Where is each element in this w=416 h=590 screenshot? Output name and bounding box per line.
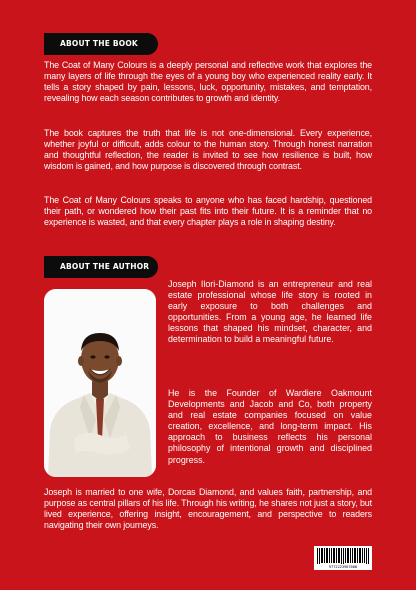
- barcode: [314, 546, 372, 570]
- author-paragraph-2: He is the Founder of Wardiere Oakmount Developments and Jacob and Co, both property and real estate companies focused on value creation, excellence, and long-term impact. His approach to business reflects his personal philosophy of intentional growth and disciplined progress.: [168, 388, 372, 465]
- book-paragraph-1: The Coat of Many Colours is a deeply personal and reflective work that explores the many layers of life through the eyes of a young boy who experienced reality early. It tells a story shaped by pain, lessons, luck, opportunity, mistakes, and temptation, revealing how each season contributes to growth and identity.: [44, 60, 372, 104]
- book-paragraph-3: The Coat of Many Colours speaks to anyone who has faced hardship, questioned their path, or wondered how their past fits into their future. It is a reminder that no experience is wasted, and that every chapter plays a role in shaping destiny.: [44, 195, 372, 228]
- author-photo: [44, 289, 156, 477]
- author-paragraph-3: Joseph is married to one wife, Dorcas Diamond, and values faith, partnership, and purpose as central pillars of his life. Through his writing, he shares not just a story, but lived experience, offering insight, encouragement, and perspective to readers navigating their own journeys.: [44, 487, 372, 531]
- author-paragraph-1: Joseph Ilori-Diamond is an entrepreneur and real estate professional whose life story is rooted in early exposure to both challenges and opportunities. From a young age, he learned life lessons that shaped his mindset, character, and determination to build a meaningful future.: [168, 279, 372, 345]
- barcode-number: 9772223967008: [328, 565, 358, 569]
- author-portrait-illustration: [44, 289, 156, 477]
- about-author-heading: ABOUT THE AUTHOR: [44, 256, 158, 278]
- about-book-heading: ABOUT THE BOOK: [44, 33, 158, 55]
- book-paragraph-2: The book captures the truth that life is not one-dimensional. Every experience, whether joyful or difficult, adds colour to the human story. Through honest narration and thoughtful reflection, the reader is invited to see how resilience is built, how wisdom is gained, and how purpose is discovered through contrast.: [44, 128, 372, 172]
